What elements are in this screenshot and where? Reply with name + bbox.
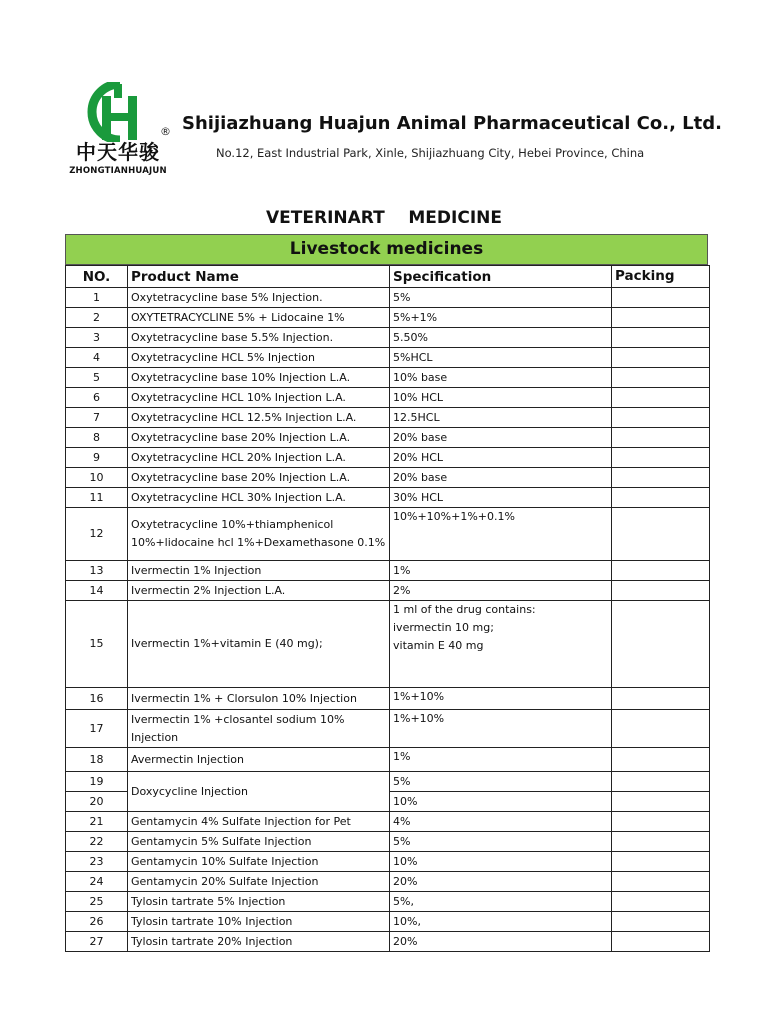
specification: 10% HCL — [390, 388, 612, 408]
table-row — [66, 368, 710, 388]
table-row — [66, 348, 710, 368]
table-row — [66, 288, 710, 308]
specification: 2% — [390, 581, 612, 601]
product-name: Gentamycin 4% Sulfate Injection for Pet — [128, 812, 390, 832]
section-header: Livestock medicines — [65, 234, 708, 265]
row-number: 6 — [66, 388, 128, 408]
table-row — [66, 468, 710, 488]
packing — [612, 428, 710, 448]
row-number: 5 — [66, 368, 128, 388]
product-name: Ivermectin 1%+vitamin E (40 mg); — [128, 601, 390, 688]
product-name: Oxytetracycline HCL 20% Injection L.A. — [128, 448, 390, 468]
registered-mark: ® — [160, 125, 171, 138]
packing — [612, 508, 710, 561]
column-header-no: NO. — [66, 266, 128, 288]
row-number: 3 — [66, 328, 128, 348]
packing — [612, 581, 710, 601]
spec-line: ivermectin 10 mg; — [393, 621, 494, 634]
product-name: Ivermectin 1% Injection — [128, 561, 390, 581]
row-number: 10 — [66, 468, 128, 488]
table-row — [66, 428, 710, 448]
row-number: 8 — [66, 428, 128, 448]
product-name: Gentamycin 20% Sulfate Injection — [128, 872, 390, 892]
logo-chinese-text: 中天华骏 — [76, 140, 160, 164]
row-number: 26 — [66, 912, 128, 932]
table-row — [66, 488, 710, 508]
packing — [612, 772, 710, 792]
packing — [612, 368, 710, 388]
logo-english-text: ZHONGTIANHUAJUN — [69, 166, 167, 176]
specification — [390, 601, 612, 688]
table-row — [66, 832, 710, 852]
specification: 1%+10% — [390, 688, 612, 710]
packing — [612, 348, 710, 368]
row-number: 18 — [66, 748, 128, 772]
packing — [612, 872, 710, 892]
specification: 12.5HCL — [390, 408, 612, 428]
table-row — [66, 688, 710, 710]
product-name: OXYTETRACYCLINE 5% + Lidocaine 1% — [128, 308, 390, 328]
table-row — [66, 308, 710, 328]
spec-line: vitamin E 40 mg — [393, 639, 484, 652]
specification: 10%+10%+1%+0.1% — [390, 508, 612, 561]
column-header-product: Product Name — [128, 266, 390, 288]
product-name: Tylosin tartrate 5% Injection — [128, 892, 390, 912]
table-row — [66, 561, 710, 581]
specification: 5%, — [390, 892, 612, 912]
row-number: 20 — [66, 792, 128, 812]
row-number: 17 — [66, 710, 128, 748]
table-row — [66, 892, 710, 912]
row-number: 25 — [66, 892, 128, 912]
packing — [612, 408, 710, 428]
row-number: 7 — [66, 408, 128, 428]
specification: 1% — [390, 748, 612, 772]
specification: 20% HCL — [390, 448, 612, 468]
packing — [612, 328, 710, 348]
specification: 20% — [390, 932, 612, 952]
table-row — [66, 710, 710, 748]
product-name: Oxytetracycline HCL 30% Injection L.A. — [128, 488, 390, 508]
specification: 10% base — [390, 368, 612, 388]
product-name: Oxytetracycline HCL 5% Injection — [128, 348, 390, 368]
table-row — [66, 748, 710, 772]
table-row — [66, 408, 710, 428]
row-number: 1 — [66, 288, 128, 308]
row-number: 24 — [66, 872, 128, 892]
product-name: Ivermectin 1% + Clorsulon 10% Injection — [128, 688, 390, 710]
company-name: Shijiazhuang Huajun Animal Pharmaceutical Co., Ltd. — [182, 113, 722, 134]
table-row — [66, 601, 710, 688]
row-number: 15 — [66, 601, 128, 688]
packing — [612, 812, 710, 832]
product-name: Oxytetracycline 10%+thiamphenicol 10%+lidocaine hcl 1%+Dexamethasone 0.1% — [128, 508, 390, 561]
product-name: Tylosin tartrate 20% Injection — [128, 932, 390, 952]
product-name: Oxytetracycline base 10% Injection L.A. — [128, 368, 390, 388]
row-number: 21 — [66, 812, 128, 832]
table-header-row — [66, 266, 710, 288]
specification: 20% base — [390, 468, 612, 488]
table-row — [66, 812, 710, 832]
packing — [612, 832, 710, 852]
packing — [612, 468, 710, 488]
product-table — [65, 265, 710, 952]
document-title: VETERINART MEDICINE — [266, 208, 502, 228]
specification: 5%HCL — [390, 348, 612, 368]
row-number: 19 — [66, 772, 128, 792]
specification: 10% — [390, 792, 612, 812]
row-number: 22 — [66, 832, 128, 852]
table-row — [66, 772, 710, 792]
row-number: 9 — [66, 448, 128, 468]
table-row — [66, 872, 710, 892]
row-number: 23 — [66, 852, 128, 872]
company-address: No.12, East Industrial Park, Xinle, Shijiazhuang City, Hebei Province, China — [216, 146, 645, 160]
ch-monogram-icon — [64, 82, 172, 142]
column-header-specification: Specification — [390, 266, 612, 288]
packing — [612, 710, 710, 748]
company-logo — [64, 82, 172, 182]
specification: 20% base — [390, 428, 612, 448]
specification: 5% — [390, 832, 612, 852]
specification: 20% — [390, 872, 612, 892]
table-row — [66, 448, 710, 468]
row-number: 11 — [66, 488, 128, 508]
packing — [612, 792, 710, 812]
specification: 4% — [390, 812, 612, 832]
row-number: 14 — [66, 581, 128, 601]
product-name: Oxytetracycline HCL 10% Injection L.A. — [128, 388, 390, 408]
packing — [612, 688, 710, 710]
packing — [612, 288, 710, 308]
packing — [612, 748, 710, 772]
table-row — [66, 932, 710, 952]
product-name: Oxytetracycline base 5% Injection. — [128, 288, 390, 308]
row-number: 4 — [66, 348, 128, 368]
packing — [612, 601, 710, 688]
packing — [612, 892, 710, 912]
table-row — [66, 388, 710, 408]
packing — [612, 488, 710, 508]
product-name: Ivermectin 2% Injection L.A. — [128, 581, 390, 601]
specification: 5% — [390, 288, 612, 308]
product-name: Oxytetracycline base 5.5% Injection. — [128, 328, 390, 348]
specification: 30% HCL — [390, 488, 612, 508]
product-name: Gentamycin 5% Sulfate Injection — [128, 832, 390, 852]
packing — [612, 932, 710, 952]
product-name: Oxytetracycline base 20% Injection L.A. — [128, 428, 390, 448]
product-name: Oxytetracycline HCL 12.5% Injection L.A. — [128, 408, 390, 428]
packing — [612, 852, 710, 872]
packing — [612, 912, 710, 932]
packing — [612, 448, 710, 468]
table-row — [66, 328, 710, 348]
packing — [612, 561, 710, 581]
product-name: Ivermectin 1% +closantel sodium 10% Injection — [128, 710, 390, 748]
packing — [612, 308, 710, 328]
specification: 10% — [390, 852, 612, 872]
row-number: 13 — [66, 561, 128, 581]
row-number: 12 — [66, 508, 128, 561]
spec-line: 1 ml of the drug contains: — [393, 603, 536, 616]
specification: 1%+10% — [390, 710, 612, 748]
specification: 1% — [390, 561, 612, 581]
specification: 5% — [390, 772, 612, 792]
specification: 5.50% — [390, 328, 612, 348]
packing — [612, 388, 710, 408]
column-header-packing: Packing — [612, 266, 710, 288]
row-number: 2 — [66, 308, 128, 328]
product-name: Gentamycin 10% Sulfate Injection — [128, 852, 390, 872]
product-name: Tylosin tartrate 10% Injection — [128, 912, 390, 932]
product-name: Doxycycline Injection — [128, 772, 390, 812]
table-row — [66, 912, 710, 932]
row-number: 27 — [66, 932, 128, 952]
row-number: 16 — [66, 688, 128, 710]
product-name: Oxytetracycline base 20% Injection L.A. — [128, 468, 390, 488]
table-row — [66, 852, 710, 872]
table-row — [66, 581, 710, 601]
table-row — [66, 508, 710, 561]
product-name: Avermectin Injection — [128, 748, 390, 772]
specification: 10%, — [390, 912, 612, 932]
specification: 5%+1% — [390, 308, 612, 328]
